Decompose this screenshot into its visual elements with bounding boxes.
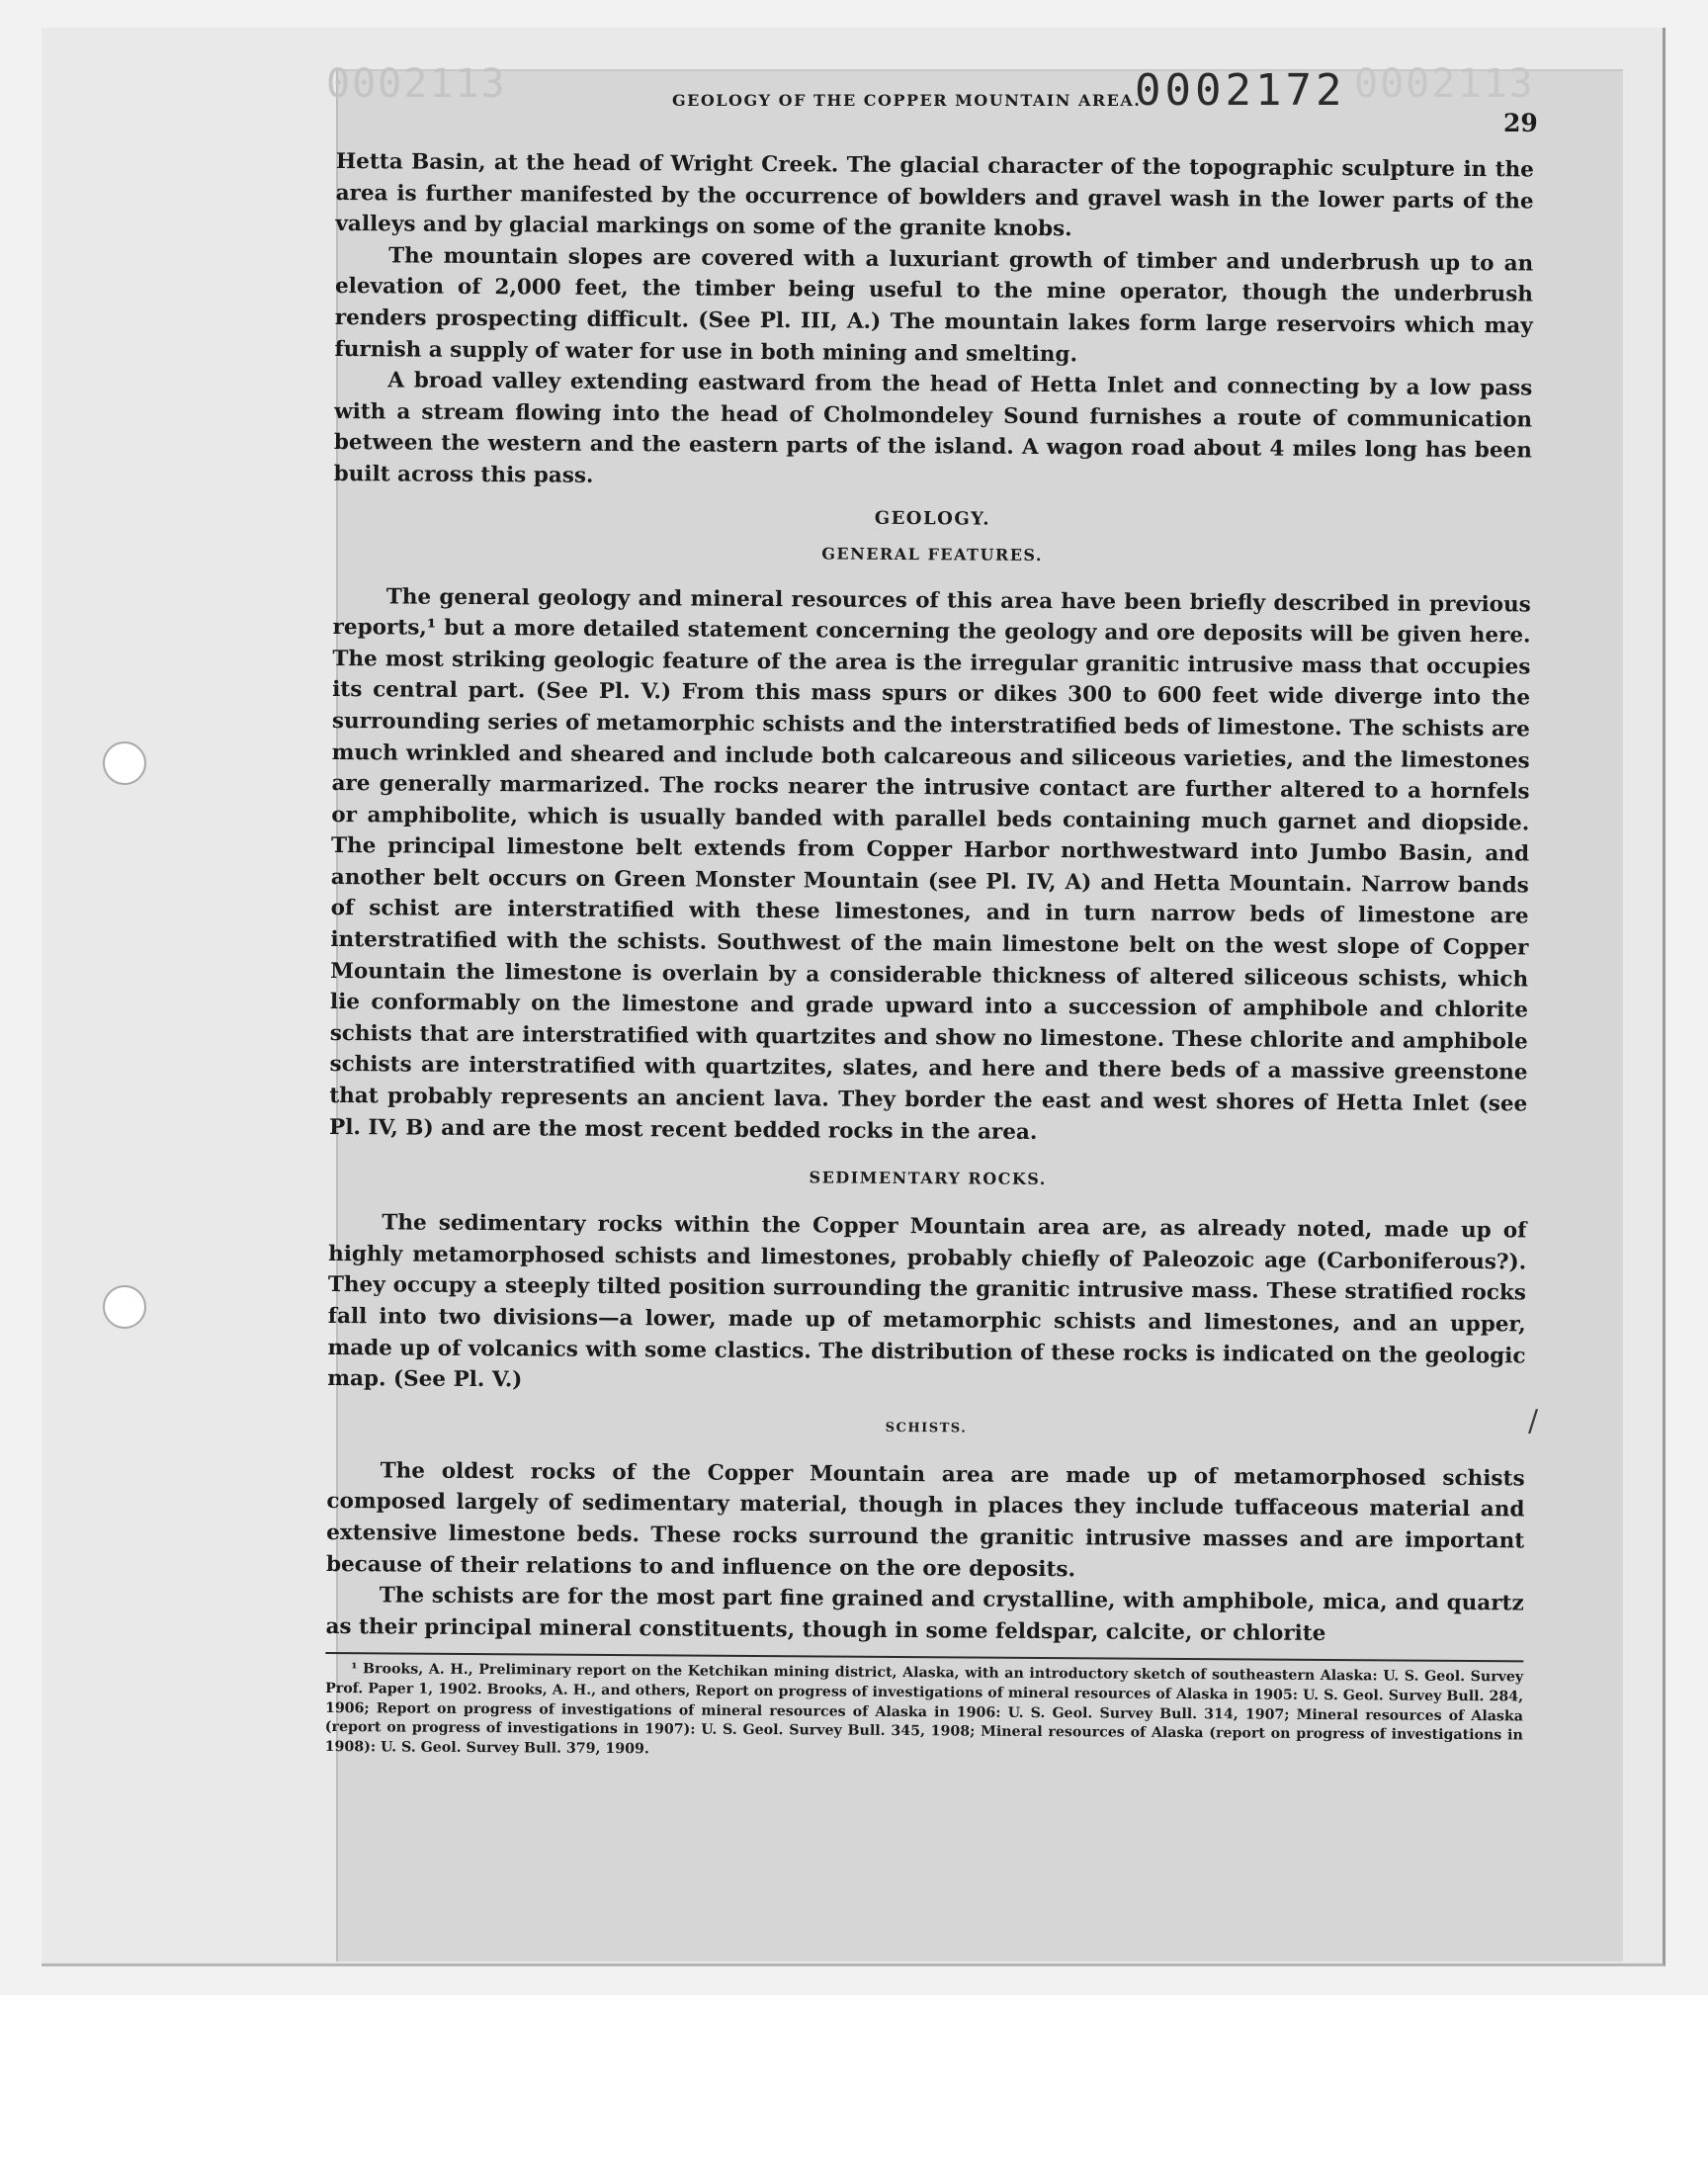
paragraph: The mountain slopes are covered with a luxuriant growth of timber and underbrush up to an elevation of 2,000 feet, the timber being useful to the mine operator, though the underbrush renders prospecting difficult. (See Pl. III, A.) The mountain lakes form large reservoirs which may furnish a supply of water for use in both mining and smelting. (334, 243, 1534, 367)
section-heading-sedimentary-rocks: SEDIMENTARY ROCKS. (809, 1168, 1047, 1189)
paragraph: A broad valley extending eastward from the head of Hetta Inlet and connecting by a low pass with a stream flowing into the head of Cholmondeley Sound furnishes a route of communication between the western and the eastern parts of the island. A wagon road about 4 miles long has been built across this pass. (333, 368, 1533, 488)
running-head: GEOLOGY OF THE COPPER MOUNTAIN AREA. (672, 91, 1142, 110)
ghost-stamp-left: 0002113 (326, 61, 507, 107)
ghost-stamp-right: 0002113 (1354, 61, 1535, 107)
page-body (325, 146, 1534, 1766)
paragraph: The general geology and mineral resources of this area have been briefly described in previous reports,¹ but a more detailed statement concerning the geology and ore deposits will be given here. The most striking geologic feature of the area is the irregular granitic intrusive mass that occupies its central part. (See Pl. V.) From this mass spurs or dikes 300 to 600 feet wide diverge into the surrounding series of metamorphic schists and the interstratified beds of limestone. The schists are much wrinkled and sheared and include both calcareous and siliceous varieties, and the limestones are generally marmarized. The rocks nearer the intrusive contact are further altered to a hornfels or amphibolite, which is usually banded with parallel beds containing much garnet and diopside. The principal limestone belt extends from Copper Harbor northwestward into Jumbo Basin, and another belt occurs on Green Monster Mountain (see Pl. IV, A) and Hetta Mountain. Narrow bands of schist are interstratified with these limestones, and in turn narrow beds of limestone are interstratified with the schists. Southwest of the main limestone belt on the west slope of Copper Mountain the limestone is overlain by a considerable thickness of altered siliceous schists, which lie conformably on the limestone and grade upward into a succession of amphibole and chlorite schists that are interstratified with quartzites and show no limestone. These chlorite and amphibole schists are interstratified with quartzites, slates, and here and there beds of a massive greenstone that probably represents an ancient lava. They border the east and west shores of Hetta Inlet (see Pl. IV, B) and are the most recent bedded rocks in the area. (328, 583, 1531, 1145)
footnote: ¹ Brooks, A. H., Preliminary report on the Ketchikan mining district, Alaska, with an introductory sketch of southeastern Alaska: U. S. Geol. Survey Prof. Paper 1, 1902. Brooks, A. H., and others, Report on progress of investigations of mineral resources of Alaska in 1905: U. S. Geol. Survey Bull. 284, 1906; Report on progress of investigations of mineral resources of Alaska in 1906: U. S. Geol. Survey Bull. 314, 1907; Mineral resources of Alaska (report on progress of investigations in 1907): U. S. Geol. Survey Bull. 345, 1908; Mineral resources of Alaska (report on progress of investigations in 1908): U. S. Geol. Survey Bull. 379, 1909. (324, 1661, 1524, 1757)
punch-hole (103, 1285, 146, 1329)
paragraph: The sedimentary rocks within the Copper Mountain area are, as already noted, made up of highly metamorphosed schists and limestones, probably chiefly of Paleozoic age (Carboniferous?). They occupy a steeply tilted position surrounding the granitic intrusive mass. These stratified rocks fall into two divisions—a lower, made up of metamorphic schists and limestones, and an upper, made up of volcanics with some clastics. The distribution of these rocks is indicated on the geologic map. (See Pl. V.) (327, 1210, 1527, 1393)
margin-mark: / (1528, 1404, 1539, 1438)
page-number: 29 (1503, 109, 1538, 137)
paragraph: Hetta Basin, at the head of Wright Creek. The glacial character of the topographic sculpture in the area is further manifested by the occurrence of bowlders and gravel wash in the lower parts of the valleys and by glacial markings on some of the granite knobs. (335, 148, 1534, 242)
paragraph: The oldest rocks of the Copper Mountain area are made up of metamorphosed schists composed largely of sedimentary material, though in places they include tuffaceous material and extensive limestone beds. These rocks surround the granitic intrusive masses and are important because of their relations to and influence on the ore deposits. (325, 1458, 1525, 1582)
section-heading-schists: SCHISTS. (885, 1420, 968, 1436)
section-heading-geology: GEOLOGY. (874, 507, 991, 530)
document-number-stamp: 0002172 (1135, 65, 1346, 116)
paragraph: The schists are for the most part fine grained and crystalline, with amphibole, mica, and quartz as their principal mineral constituents, though in some feldspar, calcite, or chlorite (325, 1583, 1524, 1646)
section-heading-general-features: GENERAL FEATURES. (821, 543, 1044, 565)
punch-hole (103, 741, 146, 785)
